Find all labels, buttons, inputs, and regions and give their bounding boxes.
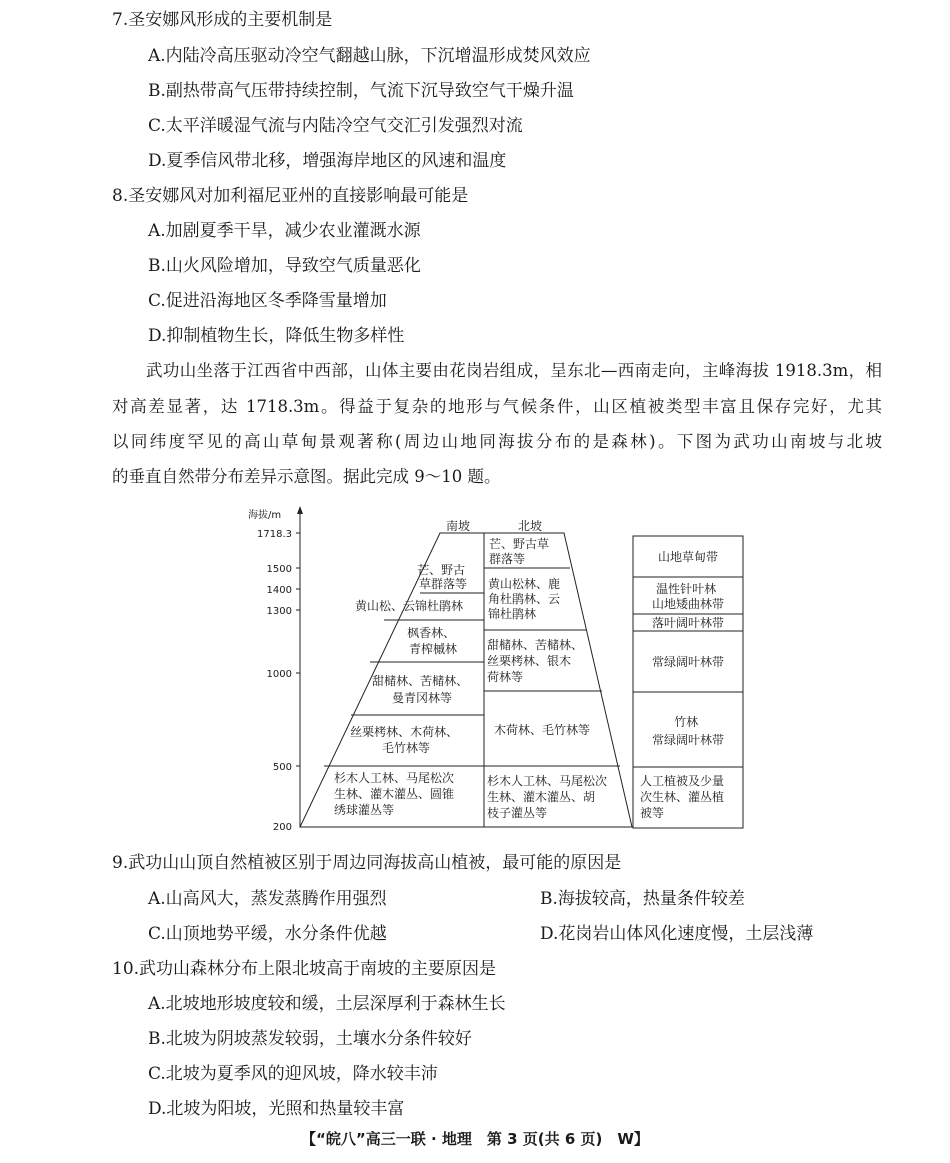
question-8-option-a[interactable]: A.加剧夏季干旱，减少农业灌溉水源 bbox=[148, 221, 421, 241]
question-10-option-b[interactable]: B.北坡为阴坡蒸发较弱，土壤水分条件较好 bbox=[148, 1029, 472, 1049]
tick-label: 200 bbox=[272, 822, 292, 833]
north-slope-label: 北坡 bbox=[517, 519, 543, 533]
tick-label: 1718.3 bbox=[257, 529, 292, 540]
question-8-stem: 8.圣安娜风对加利福尼亚州的直接影响最可能是 bbox=[112, 186, 469, 206]
legend-band-4: 常绿阔叶林带 bbox=[651, 655, 725, 669]
tick-label: 1300 bbox=[266, 606, 292, 617]
legend-band-5: 竹林 常绿阔叶林带 bbox=[651, 715, 725, 747]
question-7-option-c[interactable]: C.太平洋暖湿气流与内陆冷空气交汇引发强烈对流 bbox=[148, 116, 523, 136]
question-7-stem: 7.圣安娜风形成的主要机制是 bbox=[112, 10, 333, 30]
tick-label: 1500 bbox=[266, 564, 292, 575]
legend-band-6: 人工植被及少量 次生林、灌丛植 被等 bbox=[640, 774, 725, 820]
legend-band-2: 温性针叶林 山地矮曲林带 bbox=[651, 582, 725, 611]
question-7-option-b[interactable]: B.副热带高气压带持续控制，气流下沉导致空气干燥升温 bbox=[148, 81, 574, 101]
passage-line-4: 的垂直自然带分布差异示意图。据此完成 9～10 题。 bbox=[112, 467, 501, 486]
north-band-1: 芒、野古草 群落等 bbox=[489, 537, 550, 566]
question-7-option-d[interactable]: D.夏季信风带北移，增强海岸地区的风速和温度 bbox=[148, 151, 507, 171]
question-7-option-a[interactable]: A.内陆冷高压驱动冷空气翻越山脉，下沉增温形成焚风效应 bbox=[148, 46, 591, 66]
passage-line-1: 武功山坐落于江西省中西部，山体主要由花岗岩组成，呈东北—西南走向，主峰海拔 1918.3m，相 bbox=[146, 361, 882, 380]
passage-line-3: 以同纬度罕见的高山草甸景观著称(周边山地同海拔分布的是森林)。下图为武功山南坡与北坡 bbox=[112, 432, 882, 451]
question-8-option-c[interactable]: C.促进沿海地区冬季降雪量增加 bbox=[148, 291, 387, 311]
north-band-4: 木荷林、毛竹林等 bbox=[493, 723, 591, 737]
south-band-1: 芒、野古 草群落等 bbox=[417, 563, 468, 591]
passage-line-2: 对高差显著，达 1718.3m。得益于复杂的地形与气候条件，山区植被类型丰富且保存完好，尤其 bbox=[112, 397, 882, 416]
y-axis-arrow bbox=[297, 506, 303, 514]
y-axis-label: 海拔/m bbox=[248, 510, 282, 521]
tick-label: 1400 bbox=[266, 585, 292, 596]
south-band-3: 枫香林、 青榨槭林 bbox=[407, 626, 458, 656]
question-8-option-d[interactable]: D.抑制植物生长，降低生物多样性 bbox=[148, 326, 405, 346]
question-9-option-d[interactable]: D.花岗岩山体风化速度慢，土层浅薄 bbox=[540, 924, 814, 944]
question-9-option-c[interactable]: C.山顶地势平缓，水分条件优越 bbox=[148, 924, 387, 944]
question-8-option-b[interactable]: B.山火风险增加，导致空气质量恶化 bbox=[148, 256, 421, 276]
north-band-2: 黄山松林、鹿 角杜鹃林、云 锦杜鹃林 bbox=[488, 577, 561, 621]
question-9-stem: 9.武功山山顶自然植被区别于周边同海拔高山植被，最可能的原因是 bbox=[112, 853, 622, 873]
y-ticks bbox=[257, 529, 300, 833]
question-10-option-c[interactable]: C.北坡为夏季风的迎风坡，降水较丰沛 bbox=[148, 1064, 438, 1084]
question-10-option-a[interactable]: A.北坡地形坡度较和缓，土层深厚利于森林生长 bbox=[148, 994, 506, 1014]
question-10-option-d[interactable]: D.北坡为阳坡，光照和热量较丰富 bbox=[148, 1099, 405, 1119]
question-9-option-a[interactable]: A.山高风大，蒸发蒸腾作用强烈 bbox=[148, 889, 387, 909]
tick-label: 1000 bbox=[266, 669, 292, 680]
legend-band-3: 落叶阔叶林带 bbox=[651, 616, 725, 630]
page-footer: 【“皖八”高三一联 · 地理 第 3 页(共 6 页) W】 bbox=[301, 1130, 649, 1148]
north-band-5: 杉木人工林、马尾松次 生林、灌木灌丛、胡 枝子灌丛等 bbox=[487, 774, 608, 820]
south-band-4: 甜槠林、苦槠林、 曼青冈林等 bbox=[372, 674, 469, 705]
tick-label: 500 bbox=[272, 762, 292, 773]
north-band-3: 甜槠林、苦槠林、 丝栗栲林、银木 荷林等 bbox=[487, 638, 584, 684]
south-band-5: 丝栗栲林、木荷林、 毛竹林等 bbox=[350, 725, 459, 755]
south-slope-label: 南坡 bbox=[445, 519, 471, 533]
legend-band-1: 山地草甸带 bbox=[657, 550, 719, 564]
south-band-2: 黄山松、云锦杜鹃林 bbox=[355, 599, 464, 613]
question-9-option-b[interactable]: B.海拔较高，热量条件较差 bbox=[540, 889, 745, 909]
south-band-6: 杉木人工林、马尾松次 生林、灌木灌丛、圆锥 绣球灌丛等 bbox=[334, 771, 455, 817]
question-10-stem: 10.武功山森林分布上限北坡高于南坡的主要原因是 bbox=[112, 959, 497, 979]
vegetation-zone-figure bbox=[240, 500, 760, 840]
